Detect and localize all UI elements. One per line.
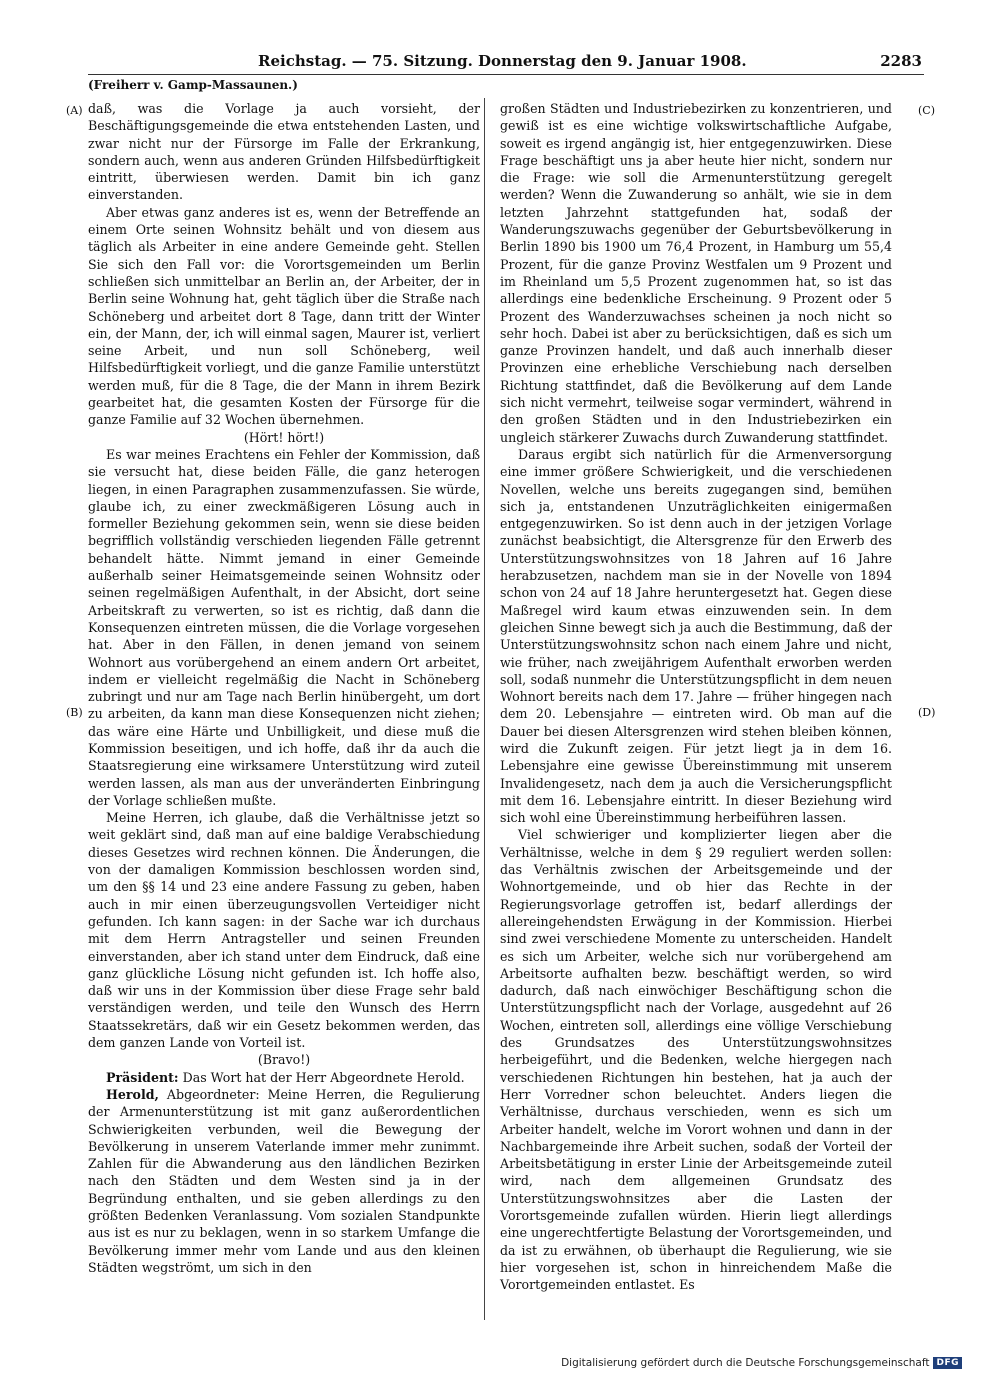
margin-marker-c: (C) bbox=[918, 104, 935, 117]
left-paragraph-4: Meine Herren, ich glaube, daß die Verhältnisse jetzt so weit geklärt sind, daß man auf eine baldige Verabschiedung dieses Gesetzes wird rechnen können. Die Änderungen, die von der damaligen Kommission beschlossen worden sind, um den §§ 14 und 23 eine andere Fassung zu geben, haben auch in mir einen überzeugungsvollen Verteidiger nicht gefunden. Ich kann sagen: in der Sache war ich durchaus mit dem Herrn Antragsteller und seinen Freunden einverstanden, aber ich stand unter dem Eindruck, daß eine ganz glückliche Lösung nicht gefunden ist. Ich hoffe also, daß wir uns in der Kommission über diese Frage sehr bald verständigen werden, und teile den Wunsch des Herrn Staatssekretärs, daß wir ein Gesetz bekommen werden, das dem ganzen Lande von Vorteil ist. bbox=[88, 810, 480, 1051]
left-paragraph-2: Aber etwas ganz anderes ist es, wenn der Betreffende an einem Orte seinen Wohnsitz behält und von diesem aus täglich als Arbeiter in eine andere Gemeinde geht. Stellen Sie sich den Fall vor: die Vorortsgemeinden um Berlin schließen sich unmittelbar an Berlin an, der Arbeiter, der in Berlin seine Wohnung hat, geht täglich über die Straße nach Schöneberg und arbeitet dort 8 Tage, dann tritt der Winter ein, der Mann, der, ich will einmal sagen, Maurer ist, verliert seine Arbeit, und nun soll Schöneberg, weil Hilfsbedürftigkeit vorliegt, und die ganze Familie unterstützt werden muß, für die 8 Tage, die der Mann in ihrem Bezirk gearbeitet hat, die gesamten Kosten der Fürsorge für die ganze Familie auf 32 Wochen übernehmen. bbox=[88, 204, 480, 428]
president-text: Das Wort hat der Herr Abgeordnete Herold. bbox=[182, 1069, 465, 1085]
page-header bbox=[258, 52, 922, 74]
herold-label: Herold, bbox=[106, 1086, 159, 1102]
president-label: Präsident: bbox=[106, 1069, 179, 1085]
right-column bbox=[500, 100, 892, 1293]
interjection-hoert: (Hört! hört!) bbox=[243, 429, 325, 445]
margin-marker-a: (A) bbox=[66, 104, 83, 117]
right-paragraph-1: großen Städten und Industriebezirken zu konzentrieren, und gewiß ist es eine wichtige volkswirtschaftliche Aufgabe, soweit es irgend angängig ist, hier entgegenzuwirken. Diese Frage beschäftigt uns ja aber heute hier nicht, sondern nur die Frage: wie soll die Armenunterstützung geregelt werden? Wenn die Zuwanderung so anhält, wie sie in dem letzten Jahrzehnt stattgefunden hat, sodaß der Wanderungszuwachs gegenüber der Geburtsbevölkerung in Berlin 1890 bis 1900 um 76,4 Prozent, in Hamburg um 55,4 Prozent, für die ganze Provinz Westfalen um 9 Prozent und im Rheinland um 5,5 Prozent zugenommen hat, so ist das allerdings eine bedenkliche Erscheinung. 9 Prozent oder 5 Prozent des Wanderzuwachses scheinen ja noch nicht so sehr hoch. Dabei ist aber zu berücksichtigen, daß es sich um ganze Provinzen handelt, und daß auch innerhalb dieser Provinzen eine erhebliche Verschiebung nach derselben Richtung stattfindet, daß die Bevölkerung auf dem Lande sich nicht vermehrt, teilweise sogar vermindert, während in den großen Städten und in den Industriebezirken ein ungleich stärkerer Zuwachs durch Zuwanderung stattfindet. bbox=[500, 101, 892, 445]
margin-marker-d: (D) bbox=[918, 706, 936, 719]
margin-marker-b: (B) bbox=[66, 706, 83, 719]
footer-text: Digitalisierung gefördert durch die Deutsche Forschungsgemeinschaft bbox=[561, 1357, 930, 1369]
column-divider bbox=[484, 98, 485, 1320]
left-paragraph-1: daß, was die Vorlage ja auch vorsieht, der Beschäftigungsgemeinde die etwa entstehenden Lasten, und zwar nicht nur der Fürsorge im Falle der Erkrankung, sondern auch, wenn aus anderen Gründen Hilfsbedürftigkeit eintritt, überwiesen werden. Damit bin ich ganz einverstanden. bbox=[88, 101, 480, 203]
header-title: Reichstag. — 75. Sitzung. Donnerstag den 9. Januar 1908. bbox=[258, 52, 747, 70]
page-number: 2283 bbox=[880, 52, 922, 70]
dfg-logo: DFG bbox=[933, 1357, 962, 1369]
president-statement bbox=[88, 1069, 480, 1086]
header-rule bbox=[88, 74, 924, 75]
right-paragraph-2: Daraus ergibt sich natürlich für die Armenversorgung eine immer größere Schwierigkeit, und die verschiedenen Novellen, welche uns bereits zugegangen sind, bemühen sich ja, entstandenen Unzuträglichkeiten einigermaßen entgegenzuwirken. So ist denn auch in der jetzigen Vorlage zunächst beabsichtigt, die Altersgrenze für den Erwerb des Unterstützungswohnsitzes von 18 Jahren auf 16 Jahre herabzusetzen, nachdem man sie in der Novelle von 1894 schon von 24 auf 18 Jahre heruntergesetzt hat. Gegen diese Maßregel wird kaum etwas einzuwenden sein. In dem gleichen Sinne bewegt sich ja auch die Bestimmung, daß der Unterstützungswohnsitz schon nach einem Jahre und nicht, wie früher, nach zweijährigem Aufenthalt erworben werden soll, sodaß nunmehr die Unterstützungspflicht in dem neuen Wohnort bereits nach dem 17. Jahre — früher hingegen nach dem 20. Lebensjahre — eintreten wird. Ob man auf die Dauer bei diesen Altersgrenzen wird stehen bleiben können, wird die Zukunft zeigen. Für jetzt liegt ja in dem 16. Lebensjahre eine gewisse Übereinstimmung mit unserem Invalidengesetz, nach dem ja auch die Versicherungspflicht mit dem 16. Lebensjahre eintritt. In dieser Beziehung wird sich wohl eine Übereinstimmung herbeiführen lassen. bbox=[500, 446, 892, 826]
speaker-continuation: (Freiherr v. Gamp-Massaunen.) bbox=[88, 78, 298, 92]
left-paragraph-3: Es war meines Erachtens ein Fehler der Kommission, daß sie versucht hat, diese beiden Fälle, die ganz heterogen liegen, in einen Paragraphen zusammenzufassen. Sie würde, glaube ich, zu einer zweckmäßigeren Lösung auch in formeller Beziehung gekommen sein, wenn sie diese beiden begrifflich vollständig verschieden liegenden Fälle getrennt behandelt hätte. Nimmt jemand in einer Gemeinde außerhalb seiner Heimatsgemeinde seinen Wohnsitz oder seinen regelmäßigen Aufenthalt, in der Absicht, dort seine Arbeitskraft zu verwerten, so ist es richtig, daß dann die Konsequenzen eintreten müssen, die die Vorlage vorgesehen hat. Aber in den Fällen, in denen jemand von seinem Wohnort aus vorübergehend an einem andern Ort arbeitet, indem er vielleicht regelmäßig die Nacht in Schöneberg zubringt und nur am Tage nach Berlin hinübergeht, um dort zu arbeiten, da kann man diese Konsequenzen nicht ziehen; das wäre eine Härte und Unbilligkeit, und diese muß die Kommission beseitigen, und ich hoffe, daß ihr da auch die Staatsregierung eine wirksamere Unterstützung wird zuteil werden lassen, als man aus der unveränderten Einbringung der Vorlage schließen mußte. bbox=[88, 446, 480, 808]
left-column bbox=[88, 100, 480, 1276]
interjection-bravo: (Bravo!) bbox=[257, 1052, 311, 1068]
digitization-footer bbox=[561, 1357, 962, 1369]
herold-text: Abgeordneter: Meine Herren, die Regulierung der Armenunterstützung ist mit ganz außerordentlichen Schwierigkeiten verbunden, weil die Bewegung der Bevölkerung in unserem Vaterlande immer mehr zunimmt. Zahlen für die Abwanderung aus den ländlichen Bezirken nach den Städten und dem Westen sind ja in der Begründung enthalten, und sie geben allerdings zu den größten Bedenken Veranlassung. Vom sozialen Standpunkte aus ist es nur zu beklagen, wenn in so starkem Umfange die Bevölkerung immer mehr vom Lande und aus den kleinen Städten wegströmt, um sich in den bbox=[88, 1086, 480, 1275]
right-paragraph-3: Viel schwieriger und komplizierter liegen aber die Verhältnisse, welche in dem § 29 reguliert werden sollen: das Verhältnis zwischen der Arbeitsgemeinde und der Wohnortgemeinde, und ob hier das Rechte in der Regierungsvorlage getroffen ist, bedarf allerdings der allereingehendsten Erwägung in der Kommission. Hierbei sind zwei verschiedene Momente zu unterscheiden. Handelt es sich um Arbeiter, welche sich nur vorübergehend am Arbeitsorte aufhalten bezw. beschäftigt werden, so wird dadurch, daß nach einwöchiger Beschäftigung schon die Unterstützungspflicht nach der Vorlage, ausgedehnt auf 26 Wochen, eintreten soll, allerdings eine völlige Verschiebung des Grundsatzes des Unterstützungswohnsitzes herbeigeführt, und die Bedenken, welche hiergegen nach verschiedenen Richtungen hin bestehen, hat ja auch der Herr Vorredner schon beleuchtet. Anders liegen die Verhältnisse, durchaus verschieden, wenn es sich um Arbeiter handelt, welche im Vorort wohnen und dann in der Nachbargemeinde ihre Arbeit suchen, sodaß der Vorteil der Arbeitsbetätigung in erster Linie der Arbeitsgemeinde zuteil wird, nach dem allgemeinen Grundsatz des Unterstützungswohnsitzes aber die Lasten der Vorortsgemeinde zufallen würden. Hierin liegt allerdings eine ungerechtfertigte Belastung der Vorortsgemeinden, und da ist zu erwähnen, ob überhaupt die Regulierung, wie sie hier vorgesehen ist, schon in hinreichendem Maße die Vorortgemeinden entlastet. Es bbox=[500, 827, 892, 1293]
herold-speech bbox=[88, 1086, 480, 1276]
